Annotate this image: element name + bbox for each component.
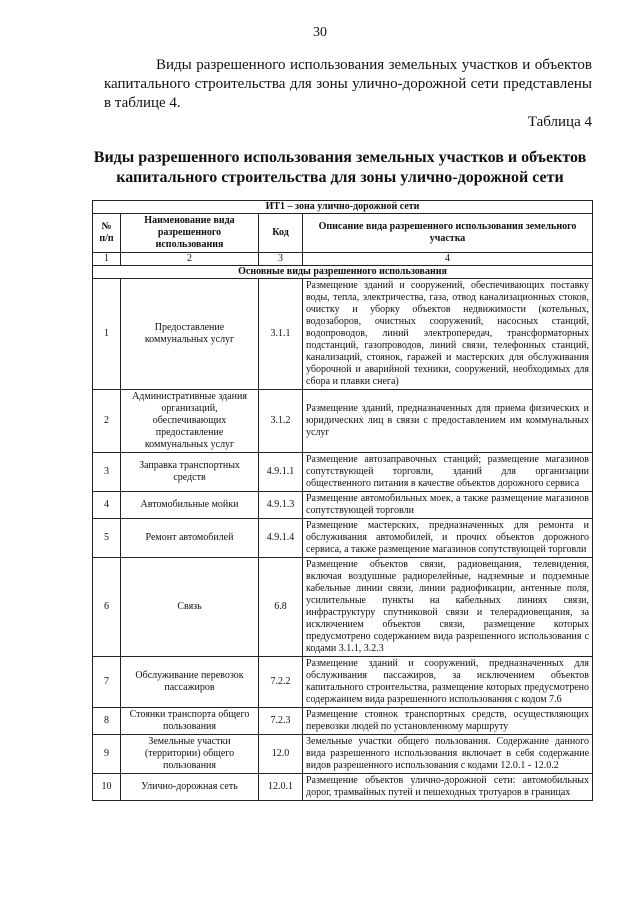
row-num: 9 — [93, 735, 121, 774]
row-description: Земельные участки общего пользования. Содержание данного вида разрешенного использования включает в себя содержание видов разрешенного использования с кодами 12.0.1 - 12.0.2 — [303, 735, 593, 774]
row-num: 3 — [93, 453, 121, 492]
header-name: Наименование вида разрешенного использования — [121, 214, 259, 253]
table-row — [93, 735, 593, 774]
header-code: Код — [259, 214, 303, 253]
table-row — [93, 453, 593, 492]
row-num: 1 — [93, 279, 121, 390]
row-num: 8 — [93, 708, 121, 735]
row-description: Размещение зданий, предназначенных для приема физических и юридических лиц в связи с предоставлением им коммунальных услуг — [303, 390, 593, 453]
row-num: 4 — [93, 492, 121, 519]
row-description: Размещение объектов улично-дорожной сети: автомобильных дорог, трамвайных путей и пешеходных тротуаров в границах — [303, 774, 593, 801]
row-description: Размещение мастерских, предназначенных для ремонта и обслуживания автомобилей, и прочих объектов дорожного сервиса, а также размещение магазинов сопутствующей торговли — [303, 519, 593, 558]
row-code: 6.8 — [259, 558, 303, 657]
row-code: 3.1.2 — [259, 390, 303, 453]
table-row — [93, 492, 593, 519]
header-row — [93, 214, 593, 253]
row-name: Автомобильные мойки — [121, 492, 259, 519]
row-name: Земельные участки (территории) общего пользования — [121, 735, 259, 774]
header-description: Описание вида разрешенного использования земельного участка — [303, 214, 593, 253]
table-row — [93, 279, 593, 390]
row-code: 7.2.3 — [259, 708, 303, 735]
row-description: Размещение зданий и сооружений, предназначенных для обслуживания пассажиров, за исключением объектов капитального строительства, размещение которых предусмотрено содержанием вида разрешенного использования с кодом 7.6 — [303, 657, 593, 708]
row-description: Размещение стоянок транспортных средств, осуществляющих перевозки людей по установленному маршруту — [303, 708, 593, 735]
row-num: 2 — [93, 390, 121, 453]
row-description: Размещение зданий и сооружений, обеспечивающих поставку воды, тепла, электричества, газа, отвод канализационных стоков, очистку и уборку объектов недвижимости (котельных, водозаборов, очистных сооружений, насосных станций, водопроводов, линий электропередач, трансформаторных подстанций, газопроводов, линий связи, телефонных станций, канализаций, стоянок, гаражей и мастерских для обслуживания уборочной и аварийной техники, сооружений, необходимых для сбора и плавки снега) — [303, 279, 593, 390]
land-use-table — [92, 200, 593, 801]
row-name: Обслуживание перевозок пассажиров — [121, 657, 259, 708]
row-code: 4.9.1.1 — [259, 453, 303, 492]
table-row — [93, 774, 593, 801]
row-num: 7 — [93, 657, 121, 708]
row-num: 10 — [93, 774, 121, 801]
row-code: 7.2.2 — [259, 657, 303, 708]
table-row — [93, 657, 593, 708]
row-description: Размещение автомобильных моек, а также размещение магазинов сопутствующей торговли — [303, 492, 593, 519]
row-code: 3.1.1 — [259, 279, 303, 390]
row-num: 5 — [93, 519, 121, 558]
row-name: Ремонт автомобилей — [121, 519, 259, 558]
section-row — [93, 266, 593, 279]
row-code: 12.0 — [259, 735, 303, 774]
column-number: 2 — [121, 253, 259, 266]
intro-paragraph: Виды разрешенного использования земельных участков и объектов капитального строительства для зоны улично-дорожной сети представлены в таблице 4. — [104, 57, 592, 111]
column-number-row — [93, 253, 593, 266]
row-name: Заправка транспортных средств — [121, 453, 259, 492]
header-num: № п/п — [93, 214, 121, 253]
row-name: Стоянки транспорта общего пользования — [121, 708, 259, 735]
row-name: Улично-дорожная сеть — [121, 774, 259, 801]
row-description: Размещение автозаправочных станций; размещение магазинов сопутствующей торговли, зданий для организации общественного питания в качестве объектов дорожного сервиса — [303, 453, 593, 492]
row-name: Связь — [121, 558, 259, 657]
section-title: Основные виды разрешенного использования — [93, 266, 593, 279]
table-row — [93, 390, 593, 453]
column-number: 3 — [259, 253, 303, 266]
row-code: 4.9.1.4 — [259, 519, 303, 558]
table-row — [93, 558, 593, 657]
row-code: 12.0.1 — [259, 774, 303, 801]
page-number: 30 — [313, 25, 327, 40]
zone-title: ИТ1 – зона улично-дорожной сети — [93, 201, 593, 214]
table-caption: Таблица 4 — [527, 114, 592, 130]
row-num: 6 — [93, 558, 121, 657]
column-number: 4 — [303, 253, 593, 266]
zone-title-row — [93, 201, 593, 214]
row-description: Размещение объектов связи, радиовещания, телевидения, включая воздушные радиорелейные, надземные и подземные кабельные линии связи, линии радиофикации, антенные поля, усилительные пункты на кабельных линиях связи, инфраструктуру спутниковой связи и телерадиовещания, за исключением объектов связи, размещение которых предусмотрено содержанием вида разрешенного использования с кодами 3.1.1, 3.2.3 — [303, 558, 593, 657]
row-name: Предоставление коммунальных услуг — [121, 279, 259, 390]
table-row — [93, 519, 593, 558]
table-title: Виды разрешенного использования земельных участков и объектов капитального строительства для зоны улично-дорожной сети — [93, 149, 587, 186]
column-number: 1 — [93, 253, 121, 266]
table-row — [93, 708, 593, 735]
row-name: Административные здания организаций, обеспечивающих предоставление коммунальных услуг — [121, 390, 259, 453]
row-code: 4.9.1.3 — [259, 492, 303, 519]
